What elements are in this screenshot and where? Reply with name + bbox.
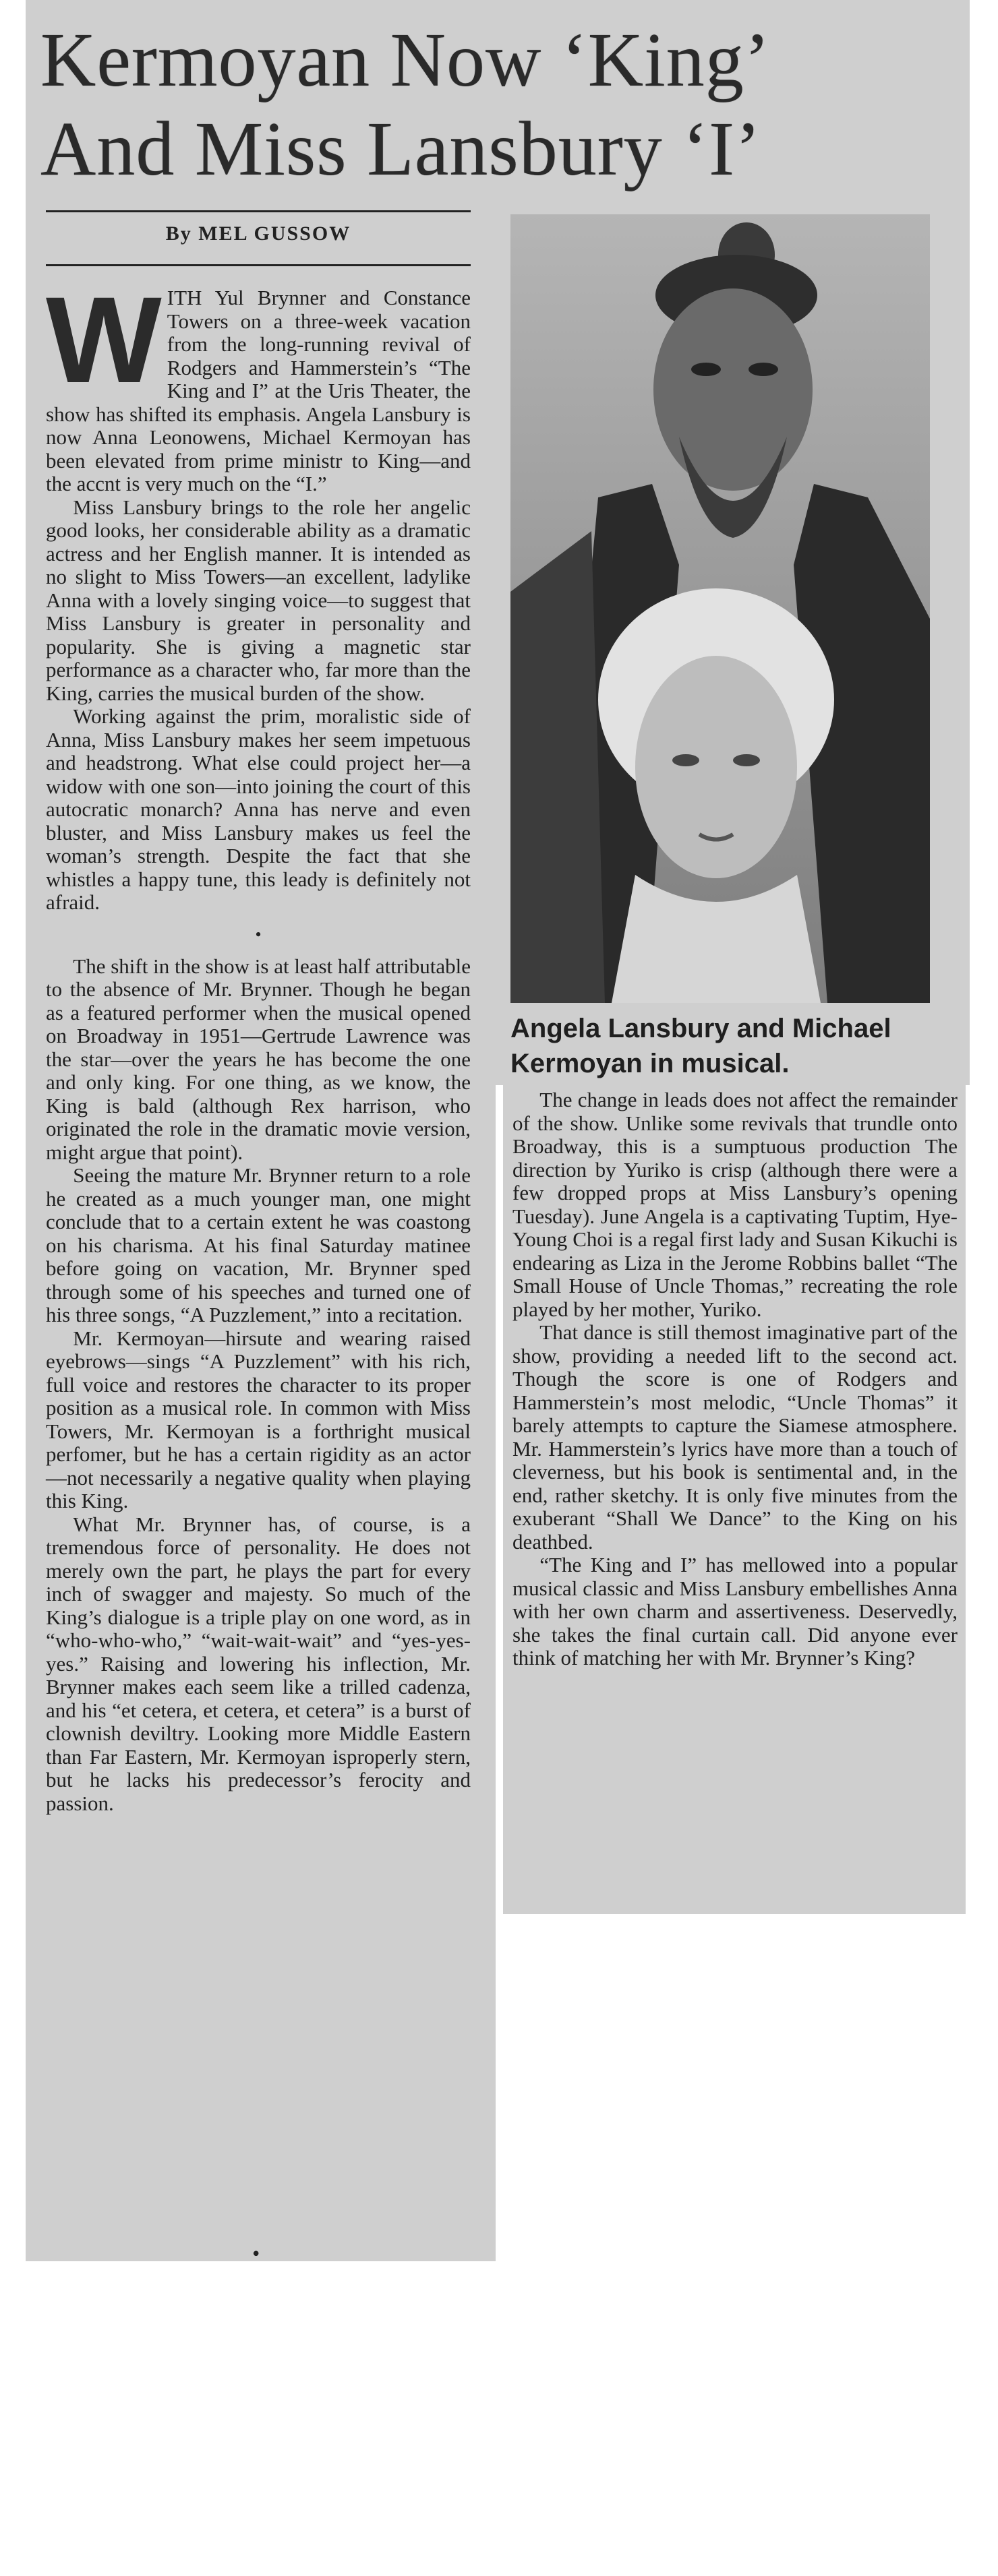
article-paragraph: The shift in the show is at least half attributable to the absence of Mr. Brynner. Though he began as a featured performer when the musical opened on Broadway in 1951—Gertrude Lawrence was the star—over the years he has become the one and only king. For one thing, as we know, the King is bald (although Rex harrison, who originated the role in the dramatic movie version, might argue that point).	[46, 954, 471, 1164]
article-paragraph	[46, 271, 471, 496]
article-paragraph: The change in leads does not affect the remainder of the show. Unlike some revivals that trundle onto Broadway, this is a sumptuous production The direction by Yuriko is crisp (although there were a few dropped props at Miss Lansbury’s opening Tuesday). June Angela is a captivating Tuptim, Hye-Young Choi is a regal first lady and Susan Kikuchi is endearing as Liza in the Jerome Robbins ballet “The Small House of Uncle Thomas,” recreating the role played by her mother, Yuriko.	[512, 1088, 958, 1321]
section-separator: •	[255, 924, 262, 944]
drop-cap: W	[46, 271, 158, 408]
article-paragraph: Mr. Kermoyan—hirsute and wearing raised eyebrows—sings “A Puzzlement” with his rich, full voice and restores the character to its proper position as a musical role. In common with Miss Towers, Mr. Kermoyan is a forthright musical perfomer, but he has a certain rigidity as an actor—not necessarily a negative quality when playing this King.	[46, 1326, 471, 1512]
article-paragraph: “The King and I” has mellowed into a popular musical classic and Miss Lansbury embellishes Anna with her own charm and assertiveness. Deservedly, she takes the final curtain call. Did anyone ever think of matching her with Mr. Brynner’s King?	[512, 1553, 958, 1669]
byline: By MEL GUSSOW	[165, 222, 351, 245]
photo-illustration	[510, 214, 930, 1003]
byline-rule-top	[46, 210, 471, 212]
article-paragraph: Working against the prim, moralistic side of Anna, Miss Lansbury makes her seem impetuous and headstrong. What else could project her—a widow with one son—into joining the court of this autocratic monarch? Anna has nerve and even bluster, and Miss Lansbury makes us feel the woman’s strength. Despite the fact that she whistles a happy tune, this leady is definitely not afraid.	[46, 704, 471, 914]
portrait-photo	[510, 214, 930, 1003]
article-paragraph: Seeing the mature Mr. Brynner return to a role he created as a much younger man, one might conclude that to a certain extent he was coastong on his charisma. At his final Saturday matinee before going on vacation, Mr. Brynner sped through some of his speeches and turned one of his three songs, “A Puzzlement,” into a recitation.	[46, 1163, 471, 1326]
end-mark: •	[251, 2244, 262, 2265]
article-column-right	[512, 1088, 958, 1670]
article-paragraph: What Mr. Brynner has, of course, is a tremendous force of personality. He does not merely own the part, he plays the part for every inch of swagger and majesty. So much of the King’s dialogue is a triple play on one word, as in “who-who-who,” “wait-wait-wait” and “yes-yes-yes.” Raising and lowering his inflection, Mr. Brynner makes each seem like a trilled cadenza, and his “et cetera, et cetera, et cetera” is a burst of clownish deviltry. Looking more Middle Eastern than Far Eastern, Mr. Kermoyan isproperly stern, but he lacks his predecessor’s ferocity and passion.	[46, 1512, 471, 1815]
photo-caption: Angela Lansbury and Michael Kermoyan in musical.	[510, 1014, 891, 1078]
article-column-left	[46, 271, 471, 1815]
article-paragraph: That dance is still themost imaginative part of the show, providing a needed lift to the second act. Though the score is one of Rodgers and Hammerstein’s most melodic, “Uncle Thomas” it barely attempts to capture the Siamese atmosphere. Mr. Hammerstein’s lyrics have more than a touch of cleverness, but his book is sentimental and, in the end, rather sketchy. It is only five minutes from the exuberant “Shall We Dance” to the King on his deathbed.	[512, 1320, 958, 1554]
headline-line-1: Kermoyan Now ‘King’	[40, 17, 771, 102]
article-paragraph: Miss Lansbury brings to the role her angelic good looks, her considerable ability as a dramatic actress and her English manner. It is intended as no slight to Miss Towers—an excellent, ladylike Anna with a lovely singing voice—to suggest that Miss Lansbury is greater in personality and popularity. She is giving a magnetic star performance as a character who, far more than the King, carries the musical burden of the show.	[46, 495, 471, 705]
paragraph-text: ITH Yul Brynner and Constance Towers on a three-week vacation from the long-running revival of Rodgers and Hammerstein’s “The King and I” at the Uris Theater, the show has shifted its emphasis. Angela Lansbury is now Anna Leonowens, Michael Kermoyan has been elevated from prime ministr to King—and the accnt is very much on the “I.”	[46, 286, 471, 495]
byline-rule-bottom	[46, 264, 471, 266]
headline-line-2: And Miss Lansbury ‘I’	[40, 106, 762, 191]
